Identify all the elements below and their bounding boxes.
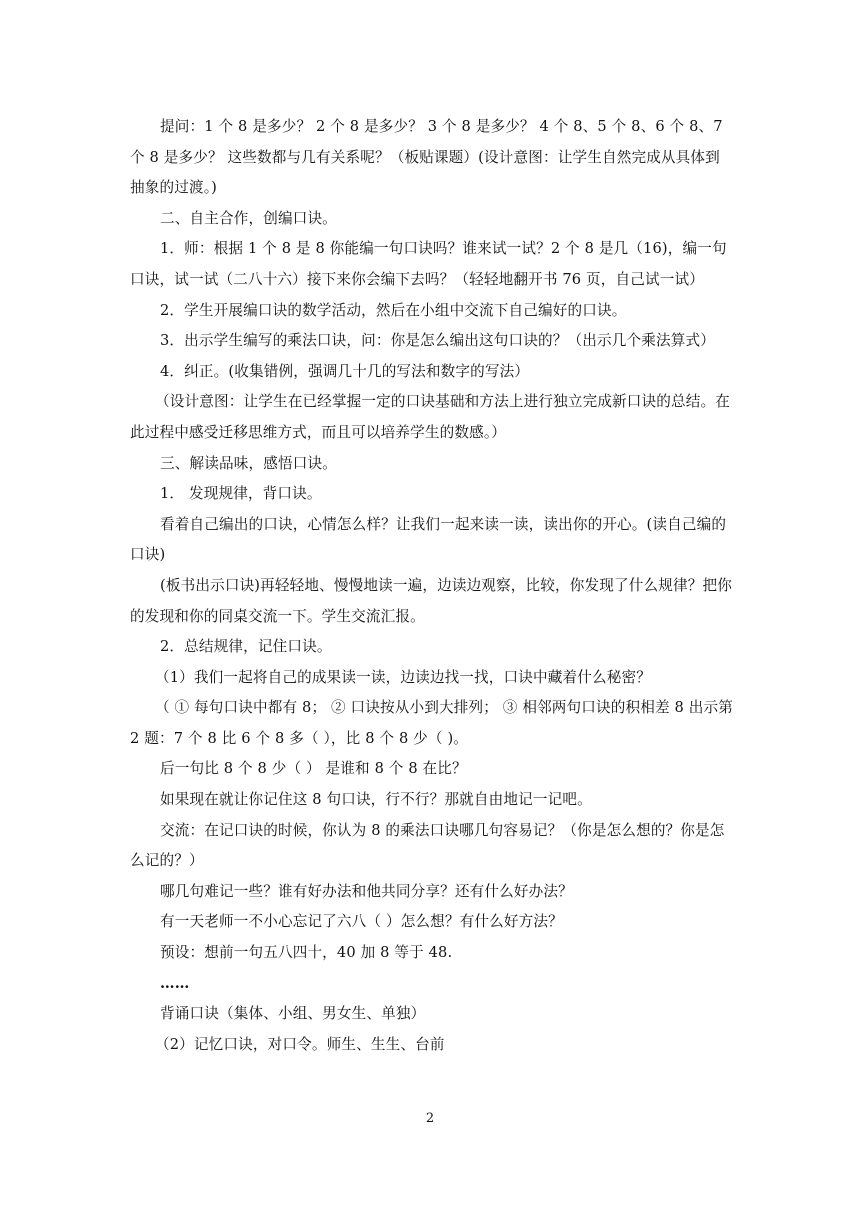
- paragraph-board-display: (板书出示口诀)再轻轻地、慢慢地读一遍，边读边观察，比较，你发现了什么规律？把你的发现和你的同桌交流一下。学生交流汇报。: [130, 576, 732, 625]
- paragraph-exchange: 交流：在记口诀的时候，你认为 8 的乘法口诀哪几句容易记？（你是怎么想的？你是怎么记的？）: [130, 821, 725, 870]
- subitem-memory-game: （2）记忆口诀，对口令。师生、生生、台前: [155, 1035, 445, 1053]
- paragraph-patterns-list: （ ① 每句口诀中都有 8； ② 口诀按从小到大排列； ③ 相邻两句口诀的积相差 8 出示第 2 题：7 个 8 比 6 个 8 多（ ），比 8 个 8 少（ )。: [130, 699, 734, 747]
- list-item-3: 3．出示学生编写的乘法口诀，问：你是怎么编出这句口诀的？（出示几个乘法算式）: [160, 332, 715, 350]
- list-item-2: 2．学生开展编口诀的数学活动，然后在小组中交流下自己编好的口诀。: [160, 301, 627, 319]
- ellipsis-line: ……: [160, 974, 190, 992]
- paragraph-recite: 背诵口诀（集体、小组、男女生、单独）: [160, 1005, 426, 1023]
- list-item-1: 1．师：根据 1 个 8 是 8 你能编一句口诀吗？谁来试一试？2 个 8 是几（16)，编一句口诀，试一试（二八十六）接下来你会编下去吗？（轻轻地翻开书 76 页，自己试一试）: [130, 240, 727, 288]
- section-heading-3: 三、解读品味，感悟口诀。: [160, 454, 337, 472]
- paragraph-memorize: 如果现在就让你记住这 8 句口诀，行不行？那就自由地记一记吧。: [160, 791, 592, 809]
- subitem-read-together: （1）我们一起将自己的成果读一读，边读边找一找，口诀中藏着什么秘密？: [155, 668, 651, 686]
- paragraph-forgot-line: 有一天老师一不小心忘记了六八（ ）怎么想？有什么好方法？: [160, 913, 563, 931]
- paragraph-question: 提问：1 个 8 是多少？ 2 个 8 是多少？ 3 个 8 是多少？ 4 个 8、5 个 8、6 个 8、7 个 8 是多少？ 这些数都与几有关系呢？（板贴课题）(设计意图：让学生自然完成从具体到抽象的过渡。): [130, 118, 723, 197]
- design-intent-note: （设计意图：让学生在已经掌握一定的口诀基础和方法上进行独立完成新口诀的总结。在此过程中感受迁移思维方式，而且可以培养学生的数感。）: [130, 393, 731, 441]
- paragraph-hard-lines: 哪几句难记一些？谁有好办法和他共同分享？还有什么好办法？: [160, 882, 573, 900]
- subheading-discover-pattern: 1． 发现规律，背口诀。: [160, 485, 322, 503]
- subheading-summarize-pattern: 2．总结规律，记住口诀。: [160, 638, 332, 656]
- paragraph-compare: 后一句比 8 个 8 少（ ） 是谁和 8 个 8 在比？: [160, 760, 467, 778]
- page-number: 2: [425, 1111, 435, 1126]
- section-heading-2: 二、自主合作，创编口诀。: [160, 209, 337, 227]
- list-item-4: 4．纠正。(收集错例，强调几十几的写法和数字的写法）: [160, 362, 530, 380]
- paragraph-read-formula: 看着自己编出的口诀，心情怎么样？让我们一起来读一读，读出你的开心。(读自己编的口诀): [130, 515, 727, 564]
- document-body: [130, 112, 734, 1060]
- paragraph-preset: 预设：想前一句五八四十，40 加 8 等于 48.: [160, 944, 453, 962]
